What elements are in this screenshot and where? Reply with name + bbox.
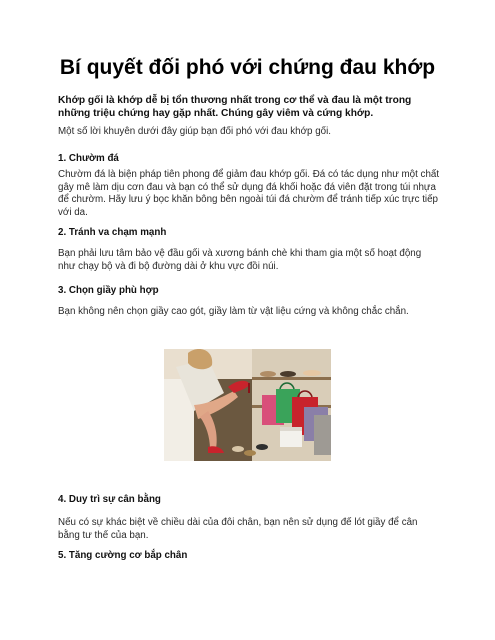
section-1-heading: 1. Chườm đá (58, 153, 119, 164)
document-title: Bí quyết đối phó với chứng đau khớp (59, 56, 436, 79)
section-2-body: Bạn phải lưu tâm bảo vệ đầu gối và xương bánh chè khi tham gia một số hoạt động như chạy bộ và đi bộ đường dài ở khu vực đồi núi. (58, 248, 422, 272)
section-2-heading: 2. Tránh va chạm mạnh (58, 227, 167, 238)
lead-paragraph: Khớp gối là khớp dễ bị tổn thương nhất trong cơ thể và đau là một trong những triệu chứng hay gặp nhất. Chúng gây viêm và cứng khớp. (58, 95, 412, 119)
shoe-shopping-photo (164, 349, 331, 461)
section-5-heading: 5. Tăng cường cơ bắp chân (58, 550, 188, 561)
section-3-body: Bạn không nên chọn giầy cao gót, giầy làm từ vật liệu cứng và không chắc chắn. (58, 306, 409, 317)
intro-paragraph: Một số lời khuyên dưới đây giúp bạn đối phó với đau khớp gối. (58, 126, 331, 137)
section-4-heading: 4. Duy trì sự cân bằng (58, 494, 161, 505)
section-3-heading: 3. Chọn giầy phù hợp (58, 285, 159, 296)
section-4-body: Nếu có sự khác biệt về chiều dài của đôi chân, bạn nên sử dụng đế lót giầy để cân bằng tư thế của bạn. (58, 517, 418, 541)
section-1-body: Chườm đá là biện pháp tiên phong để giảm đau khớp gối. Đá có tác dụng như một chất gây mê làm dịu cơn đau và bạn có thể sử dụng đá khối hoặc đá viên đặt trong túi nhựa để chườm. Hãy lưu ý bọc khăn bông bên ngoài túi đá chườm để tránh tiếp xúc trực tiếp với da. (58, 169, 440, 218)
